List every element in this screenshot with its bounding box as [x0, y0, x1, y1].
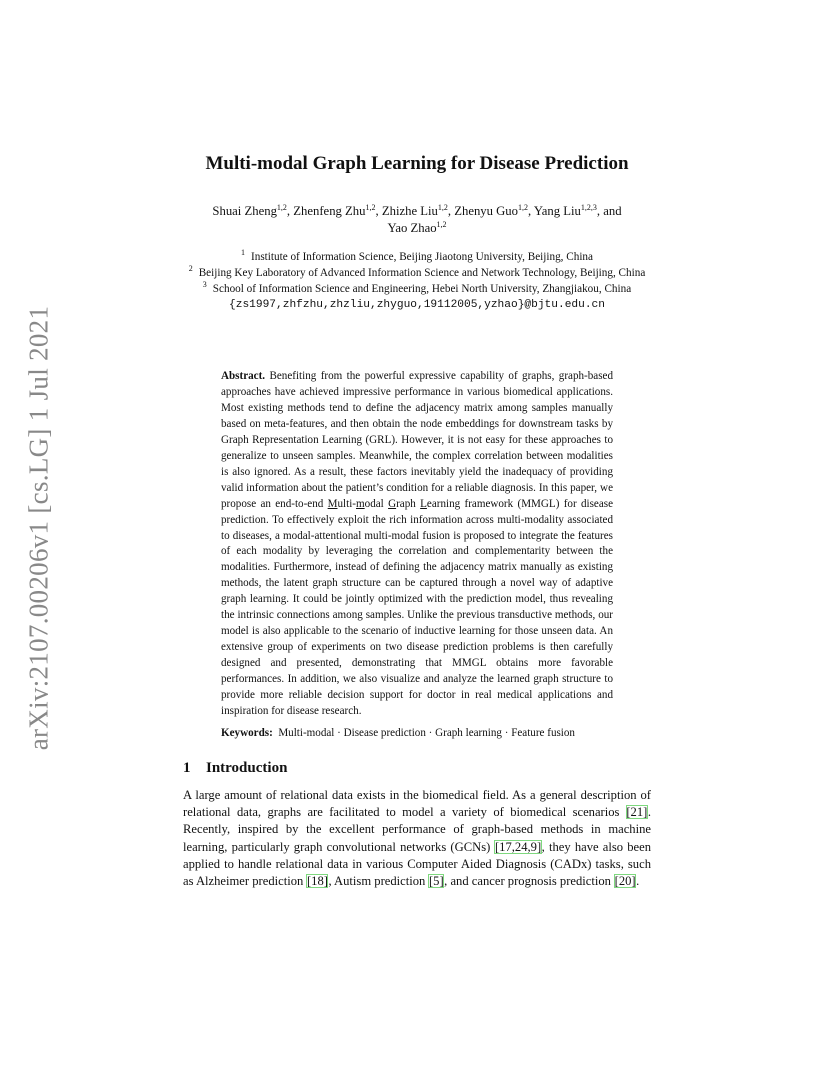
citation-link[interactable]: [18]: [306, 874, 328, 889]
keywords-text: Multi-modal · Disease prediction · Graph learning · Feature fusion: [278, 727, 575, 739]
author: Zhenyu Guo$^{1,2}$,: [454, 202, 534, 218]
affiliation: $^1$ Institute of Information Science, Beijing Jiaotong University, Beijing, China: [241, 248, 593, 263]
citation-link[interactable]: [17,24,9]: [494, 839, 542, 854]
arxiv-identifier: arXiv:2107.00206v1 [cs.LG] 1 Jul 2021: [23, 305, 54, 751]
citation-link[interactable]: [5]: [428, 874, 444, 889]
citation-link[interactable]: [20]: [614, 874, 636, 889]
affiliation-list: [183, 249, 651, 313]
author: Shuai Zheng$^{1,2}$,: [212, 202, 294, 218]
introduction-paragraph: A large amount of relational data exists in the biomedical field. As a general description of relational data, graphs are facilitated to model a variety of biomedical scenarios [21]. Recently, inspired by the excellent performance of graph-based methods in machine learning, particularly graph convolutional networks (GCNs) [17,24,9], they have also been applied to handle relational data in various Computer Aided Diagnosis (CADx) tasks, such as Alzheimer prediction [18], Autism prediction [5], and cancer prognosis prediction [20].: [183, 788, 651, 889]
author: Zhizhe Liu$^{1,2}$,: [381, 202, 455, 218]
email-address: {zs1997,zhfzhu,zhzliu,zhyguo,19112005,yzhao}@bjtu.edu.cn: [229, 299, 605, 311]
keywords: [221, 725, 621, 741]
affiliation: $^2$ Beijing Key Laboratory of Advanced Information Science and Network Technology, Beijing, China: [188, 264, 646, 279]
author: Yao Zhao$^{1,2}$: [387, 219, 447, 235]
author: Zhenfeng Zhu$^{1,2}$,: [293, 202, 382, 218]
author-list: [183, 203, 651, 237]
author: Yang Liu$^{1,2,3}$, and: [533, 202, 622, 218]
keywords-label: Keywords:: [221, 727, 273, 739]
citation-link[interactable]: [21]: [626, 805, 648, 820]
abstract: Abstract. Benefiting from the powerful expressive capability of graphs, graph-based approaches have achieved impressive performance in various biomedical applications. Most existing methods tend to define the adjacency matrix among samples manually based on meta-features, and then obtain the node embeddings for downstream tasks by Graph Representation Learning (GRL). However, it is not easy for these approaches to generalize to unseen samples. Meanwhile, the complex correlation between modalities is also ignored. As a result, these factors inevitably yield the inadequacy of providing valid information about the patient’s condition for a reliable diagnosis. In this paper, we propose an end-to-end Multi-modal Graph Learning framework (MMGL) for disease prediction. To effectively exploit the rich information across multi-modality associated to diseases, a modal-attentional multi-modal fusion is proposed to integrate the features of each modality by leveraging the correlation and complementarity between the modalities. Furthermore, instead of defining the adjacency matrix manually as existing methods, the latent graph structure can be captured through a novel way of adaptive graph learning. It could be jointly optimized with the prediction model, thus revealing the intrinsic connections among samples. Unlike the previous transductive methods, our model is also applicable to the scenario of inductive learning for those unseen data. An extensive group of experiments on two disease prediction problems is then carefully designed and presented, demonstrating that MMGL obtains more favorable performances. In addition, we also visualize and analyze the learned graph structure to provide more reliable decision support for doctor in real medical applications and inspiration for disease research.: [221, 370, 614, 718]
affiliation: $^3$ School of Information Science and Engineering, Hebei North University, Zhangjiakou, China: [202, 280, 632, 295]
section-number: 1: [183, 760, 191, 776]
section-heading: [183, 758, 651, 778]
paper-title: Multi-modal Graph Learning for Disease Prediction: [205, 153, 629, 174]
section-title: Introduction: [206, 760, 288, 776]
abstract-label: Abstract.: [221, 370, 266, 382]
